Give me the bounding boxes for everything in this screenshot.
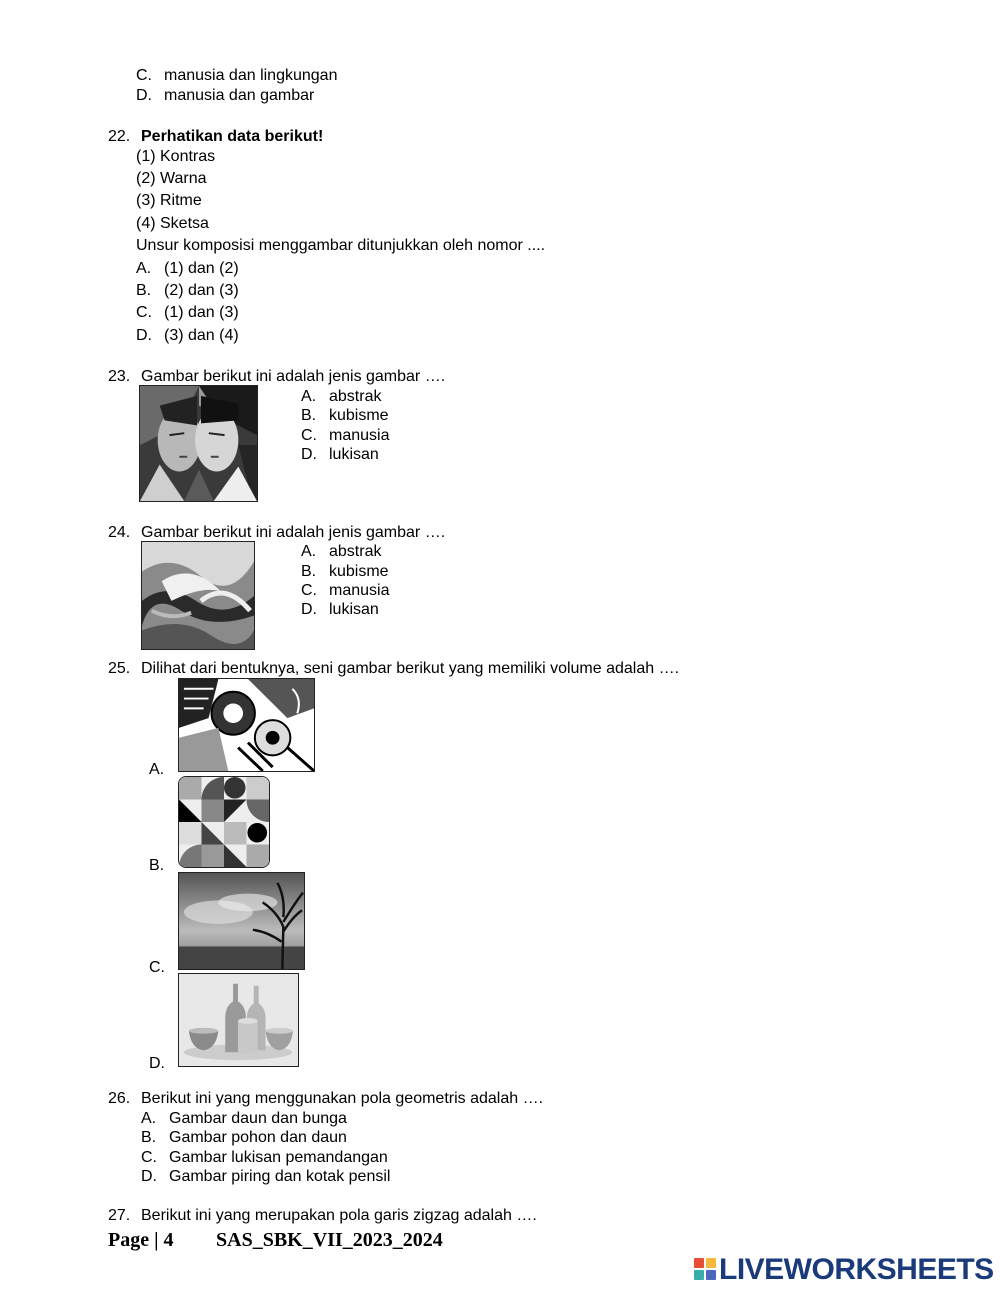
q24-option-d[interactable]: D. lukisan	[301, 601, 379, 618]
q26-question: Berikut ini yang menggunakan pola geometris adalah ….	[141, 1090, 544, 1107]
q24-number: 24.	[108, 524, 131, 541]
liveworksheets-logo-icon	[694, 1258, 716, 1280]
q23-option-b[interactable]: B. kubisme	[301, 407, 389, 424]
doodle-pattern-image[interactable]	[178, 678, 315, 772]
q23-option-d[interactable]: D. lukisan	[301, 446, 379, 463]
q25-number: 25.	[108, 660, 131, 677]
q22-option-d[interactable]: D. (3) dan (4)	[136, 327, 239, 344]
q22-item: (3) Ritme	[136, 192, 202, 209]
brand-name: LIVEWORKSHEETS	[719, 1253, 994, 1286]
q25-option-b[interactable]: B.	[149, 857, 165, 874]
q22-title: Perhatikan data berikut!	[141, 128, 324, 145]
q22-option-c[interactable]: C. (1) dan (3)	[136, 304, 239, 321]
abstract-painting-image	[141, 541, 255, 650]
document-code: SAS_SBK_VII_2023_2024	[216, 1229, 443, 1251]
q26-option-d[interactable]: D. Gambar piring dan kotak pensil	[141, 1168, 391, 1185]
q27-number: 27.	[108, 1207, 131, 1224]
q25-option-d[interactable]: D.	[149, 1055, 165, 1072]
q24-option-b[interactable]: B. kubisme	[301, 563, 389, 580]
q22-option-a[interactable]: A. (1) dan (2)	[136, 260, 239, 277]
q21-option-c: C. manusia dan lingkungan	[136, 67, 338, 84]
q26-option-c[interactable]: C. Gambar lukisan pemandangan	[141, 1149, 388, 1166]
q22-option-b[interactable]: B. (2) dan (3)	[136, 282, 239, 299]
q23-question: Gambar berikut ini adalah jenis gambar ….	[141, 368, 446, 385]
q22-item: (4) Sketsa	[136, 215, 209, 232]
q22-question: Unsur komposisi menggambar ditunjukkan oleh nomor ....	[136, 237, 546, 254]
q22-item: (1) Kontras	[136, 148, 216, 165]
q23-option-a[interactable]: A. abstrak	[301, 388, 382, 405]
q23-option-c[interactable]: C. manusia	[301, 427, 390, 444]
q25-option-c[interactable]: C.	[149, 959, 165, 976]
q26-number: 26.	[108, 1090, 131, 1107]
page-number: Page | 4	[108, 1229, 174, 1251]
still-life-bottles-image[interactable]	[178, 973, 299, 1067]
q21-option-d: D. manusia dan gambar	[136, 87, 315, 104]
geometric-pattern-image[interactable]	[178, 776, 270, 868]
q24-question: Gambar berikut ini adalah jenis gambar ….	[141, 524, 446, 541]
q25-option-a[interactable]: A.	[149, 761, 165, 778]
q25-question: Dilihat dari bentuknya, seni gambar berikut yang memiliki volume adalah ….	[141, 660, 680, 677]
q23-number: 23.	[108, 368, 131, 385]
q26-option-a[interactable]: A. Gambar daun dan bunga	[141, 1110, 347, 1127]
q24-option-a[interactable]: A. abstrak	[301, 543, 382, 560]
tree-landscape-image[interactable]	[178, 872, 305, 970]
q26-option-b[interactable]: B. Gambar pohon dan daun	[141, 1129, 347, 1146]
q27-question: Berikut ini yang merupakan pola garis zigzag adalah ….	[141, 1207, 537, 1224]
cubist-faces-image	[139, 385, 258, 502]
q22-number: 22.	[108, 128, 131, 145]
q22-item: (2) Warna	[136, 170, 207, 187]
q24-option-c[interactable]: C. manusia	[301, 582, 390, 599]
